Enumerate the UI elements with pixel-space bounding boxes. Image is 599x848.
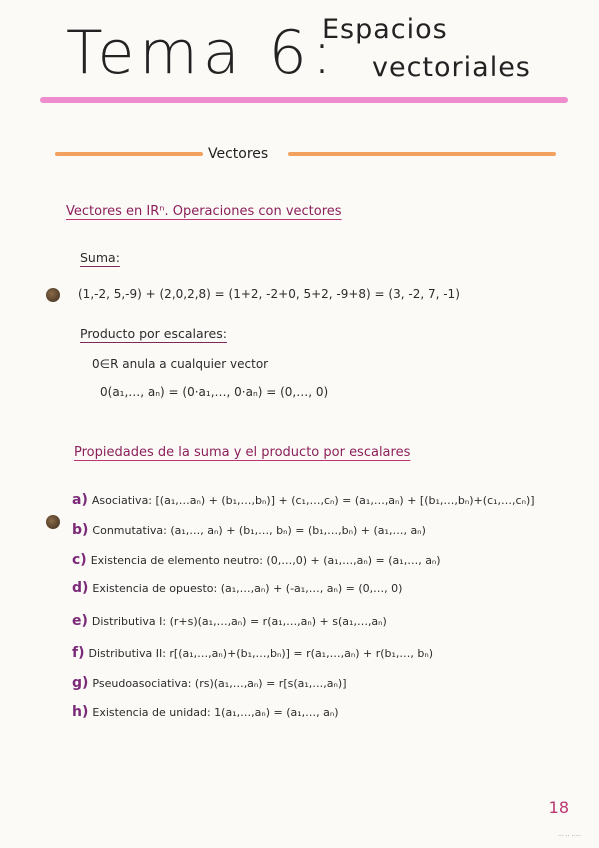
- property-f: [72, 645, 433, 661]
- property-label: f): [72, 645, 85, 661]
- title-main: Tema 6:: [66, 18, 338, 88]
- section-rule-right: [288, 152, 556, 156]
- property-text: Pseudoasociativa: (rs)(a₁,…,aₙ) = r[s(a₁,…,aₙ)]: [92, 677, 347, 690]
- property-label: e): [72, 613, 88, 629]
- property-label: a): [72, 492, 88, 508]
- property-text: Existencia de opuesto: (a₁,…,aₙ) + (-a₁,…, aₙ) = (0,…, 0): [92, 582, 403, 595]
- property-label: d): [72, 580, 89, 596]
- property-text: Asociativa: [(a₁,…aₙ) + (b₁,…,bₙ)] + (c₁,…,cₙ) = (a₁,…,aₙ) + [(b₁,…,bₙ)+(c₁,…,cₙ)]: [91, 494, 535, 507]
- section-rule-left: [55, 152, 203, 156]
- property-c: [72, 552, 441, 568]
- punch-hole: [46, 515, 60, 529]
- suma-expression: (1,-2, 5,-9) + (2,0,2,8) = (1+2, -2+0, 5+2, -9+8) = (3, -2, 7, -1): [78, 287, 460, 301]
- title-underline: [40, 97, 568, 103]
- property-d: [72, 580, 402, 596]
- footer-mark: ··· ·· ·····: [558, 833, 581, 840]
- heading-vectores-rn: Vectores en IRⁿ. Operaciones con vectores: [66, 204, 342, 219]
- property-label: c): [72, 552, 87, 568]
- property-label: b): [72, 522, 89, 538]
- property-text: Existencia de unidad: 1(a₁,…,aₙ) = (a₁,…, aₙ): [92, 706, 339, 719]
- heading-propiedades: Propiedades de la suma y el producto por escalares: [74, 445, 411, 460]
- property-e: [72, 613, 387, 629]
- property-text: Conmutativa: (a₁,…, aₙ) + (b₁,…, bₙ) = (b₁,…,bₙ) + (a₁,…, aₙ): [92, 524, 426, 537]
- property-label: h): [72, 704, 89, 720]
- section-title: Vectores: [208, 146, 269, 162]
- punch-hole: [46, 288, 60, 302]
- producto-line2: 0(a₁,…, aₙ) = (0·a₁,…, 0·aₙ) = (0,…, 0): [100, 385, 329, 399]
- property-g: [72, 675, 347, 691]
- property-text: Distributiva II: r[(a₁,…,aₙ)+(b₁,…,bₙ)] = r(a₁,…,aₙ) + r(b₁,…, bₙ): [88, 647, 434, 660]
- property-text: Distributiva I: (r+s)(a₁,…,aₙ) = r(a₁,…,aₙ) + s(a₁,…,aₙ): [91, 615, 387, 628]
- title-sub-vectoriales: vectoriales: [372, 52, 531, 83]
- property-h: [72, 704, 339, 720]
- page-number: 18: [548, 798, 569, 817]
- property-text: Existencia de elemento neutro: (0,…,0) + (a₁,…,aₙ) = (a₁,…, aₙ): [90, 554, 441, 567]
- property-b: [72, 522, 426, 538]
- title-sub-espacios: Espacios: [322, 14, 448, 45]
- property-a: [72, 492, 535, 508]
- subheading-producto: Producto por escalares:: [80, 326, 227, 341]
- subheading-suma: Suma:: [80, 250, 120, 265]
- property-label: g): [72, 675, 89, 691]
- producto-line1: 0∈R anula a cualquier vector: [92, 357, 269, 371]
